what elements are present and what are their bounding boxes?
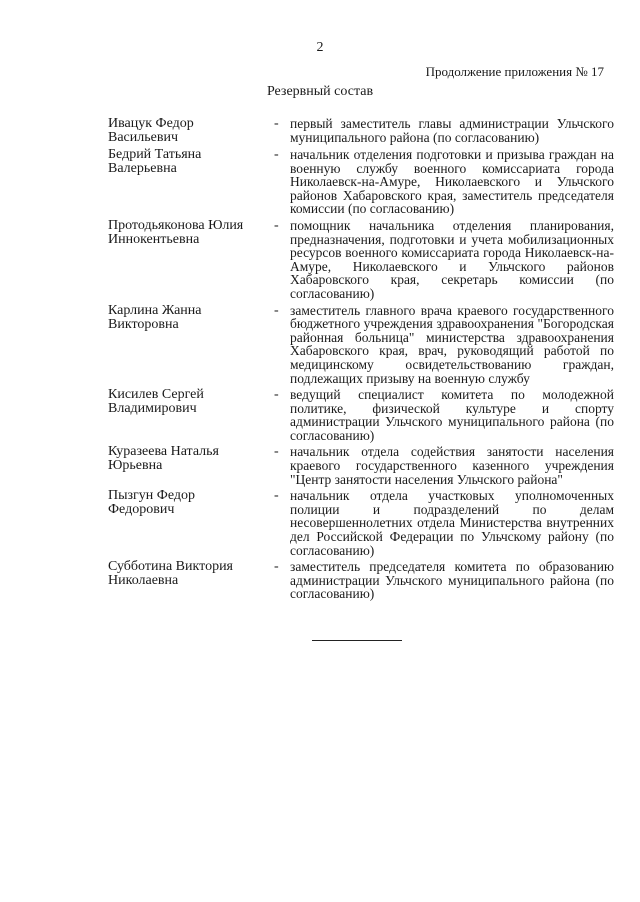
- dash-separator: -: [274, 559, 279, 575]
- member-role: заместитель председателя комитета по образованию администрации Ульчского муниципального района (по согласованию): [290, 559, 614, 602]
- page-number: 2: [316, 40, 324, 55]
- list-item: [108, 148, 614, 216]
- member-name: Субботина Виктория Николаевна: [108, 559, 233, 589]
- member-name: Пызгун Федор Федорович: [108, 488, 195, 518]
- reserve-members-list: [108, 117, 614, 604]
- dash-separator: -: [274, 387, 279, 403]
- dash-separator: -: [274, 444, 279, 460]
- member-role: заместитель главного врача краевого государственного бюджетного учреждения здравоохранения "Богородская районная больница" министерства здравоохранения Хабаровского края, врач, руководящий работой по медицинскому освидетельствованию граждан, подлежащих призыву на военную службу: [290, 302, 614, 386]
- dash-separator: -: [274, 302, 279, 318]
- member-name: Бедрий Татьяна Валерьевна: [108, 147, 202, 176]
- member-role: начальник отдела участковых уполномоченных полиции и подразделений по делам несовершеннолетних отдела Министерства внутренних дел Российской Федерации по Ульчскому району (по согласованию): [290, 488, 614, 558]
- member-role: первый заместитель главы администрации Ульчского муниципального района (по согласованию): [290, 116, 614, 145]
- member-name: Ивацук Федор Васильевич: [108, 116, 194, 145]
- appendix-continuation-note: Продолжение приложения № 17: [425, 64, 604, 79]
- dash-separator: -: [274, 147, 279, 162]
- member-name: Протодьяконова Юлия Иннокентьевна: [108, 217, 244, 247]
- list-item: [108, 560, 614, 601]
- member-role: ведущий специалист комитета по молодежной политике, физической культуре и спорту администрации Ульчского муниципального района (по согласованию): [290, 387, 614, 443]
- member-role: начальник отделения подготовки и призыва граждан на военную службу военного комиссариата города Николаевск-на-Амуре, Николаевского и Ульчского районов Хабаровского края, заместитель председателя комиссии (по согласованию): [290, 147, 614, 217]
- member-name: Куразеева Наталья Юрьевна: [108, 444, 219, 474]
- dash-separator: -: [274, 217, 279, 233]
- list-item: [108, 388, 614, 442]
- dash-separator: -: [274, 116, 279, 131]
- list-item: [108, 304, 614, 386]
- member-role: начальник отдела содействия занятости населения краевого государственного казенного учреждения "Центр занятости населения Ульчского района": [290, 444, 614, 487]
- member-name: Кисилев Сергей Владимирович: [108, 387, 204, 417]
- list-item: [108, 117, 614, 145]
- dash-separator: -: [274, 488, 279, 504]
- list-item: [108, 489, 614, 557]
- member-role: помощник начальника отделения планирования, предназначения, подготовки и учета мобилизационных ресурсов военного комиссариата города Николаевск-на-Амуре, Николаевского и Ульчского районов Хабаровского края, секретарь комиссии (по согласованию): [290, 217, 614, 301]
- list-item: [108, 219, 614, 301]
- member-name: Карлина Жанна Викторовна: [108, 302, 202, 332]
- list-item: [108, 445, 614, 486]
- section-title: Резервный состав: [266, 84, 374, 99]
- end-divider-line: [312, 640, 402, 641]
